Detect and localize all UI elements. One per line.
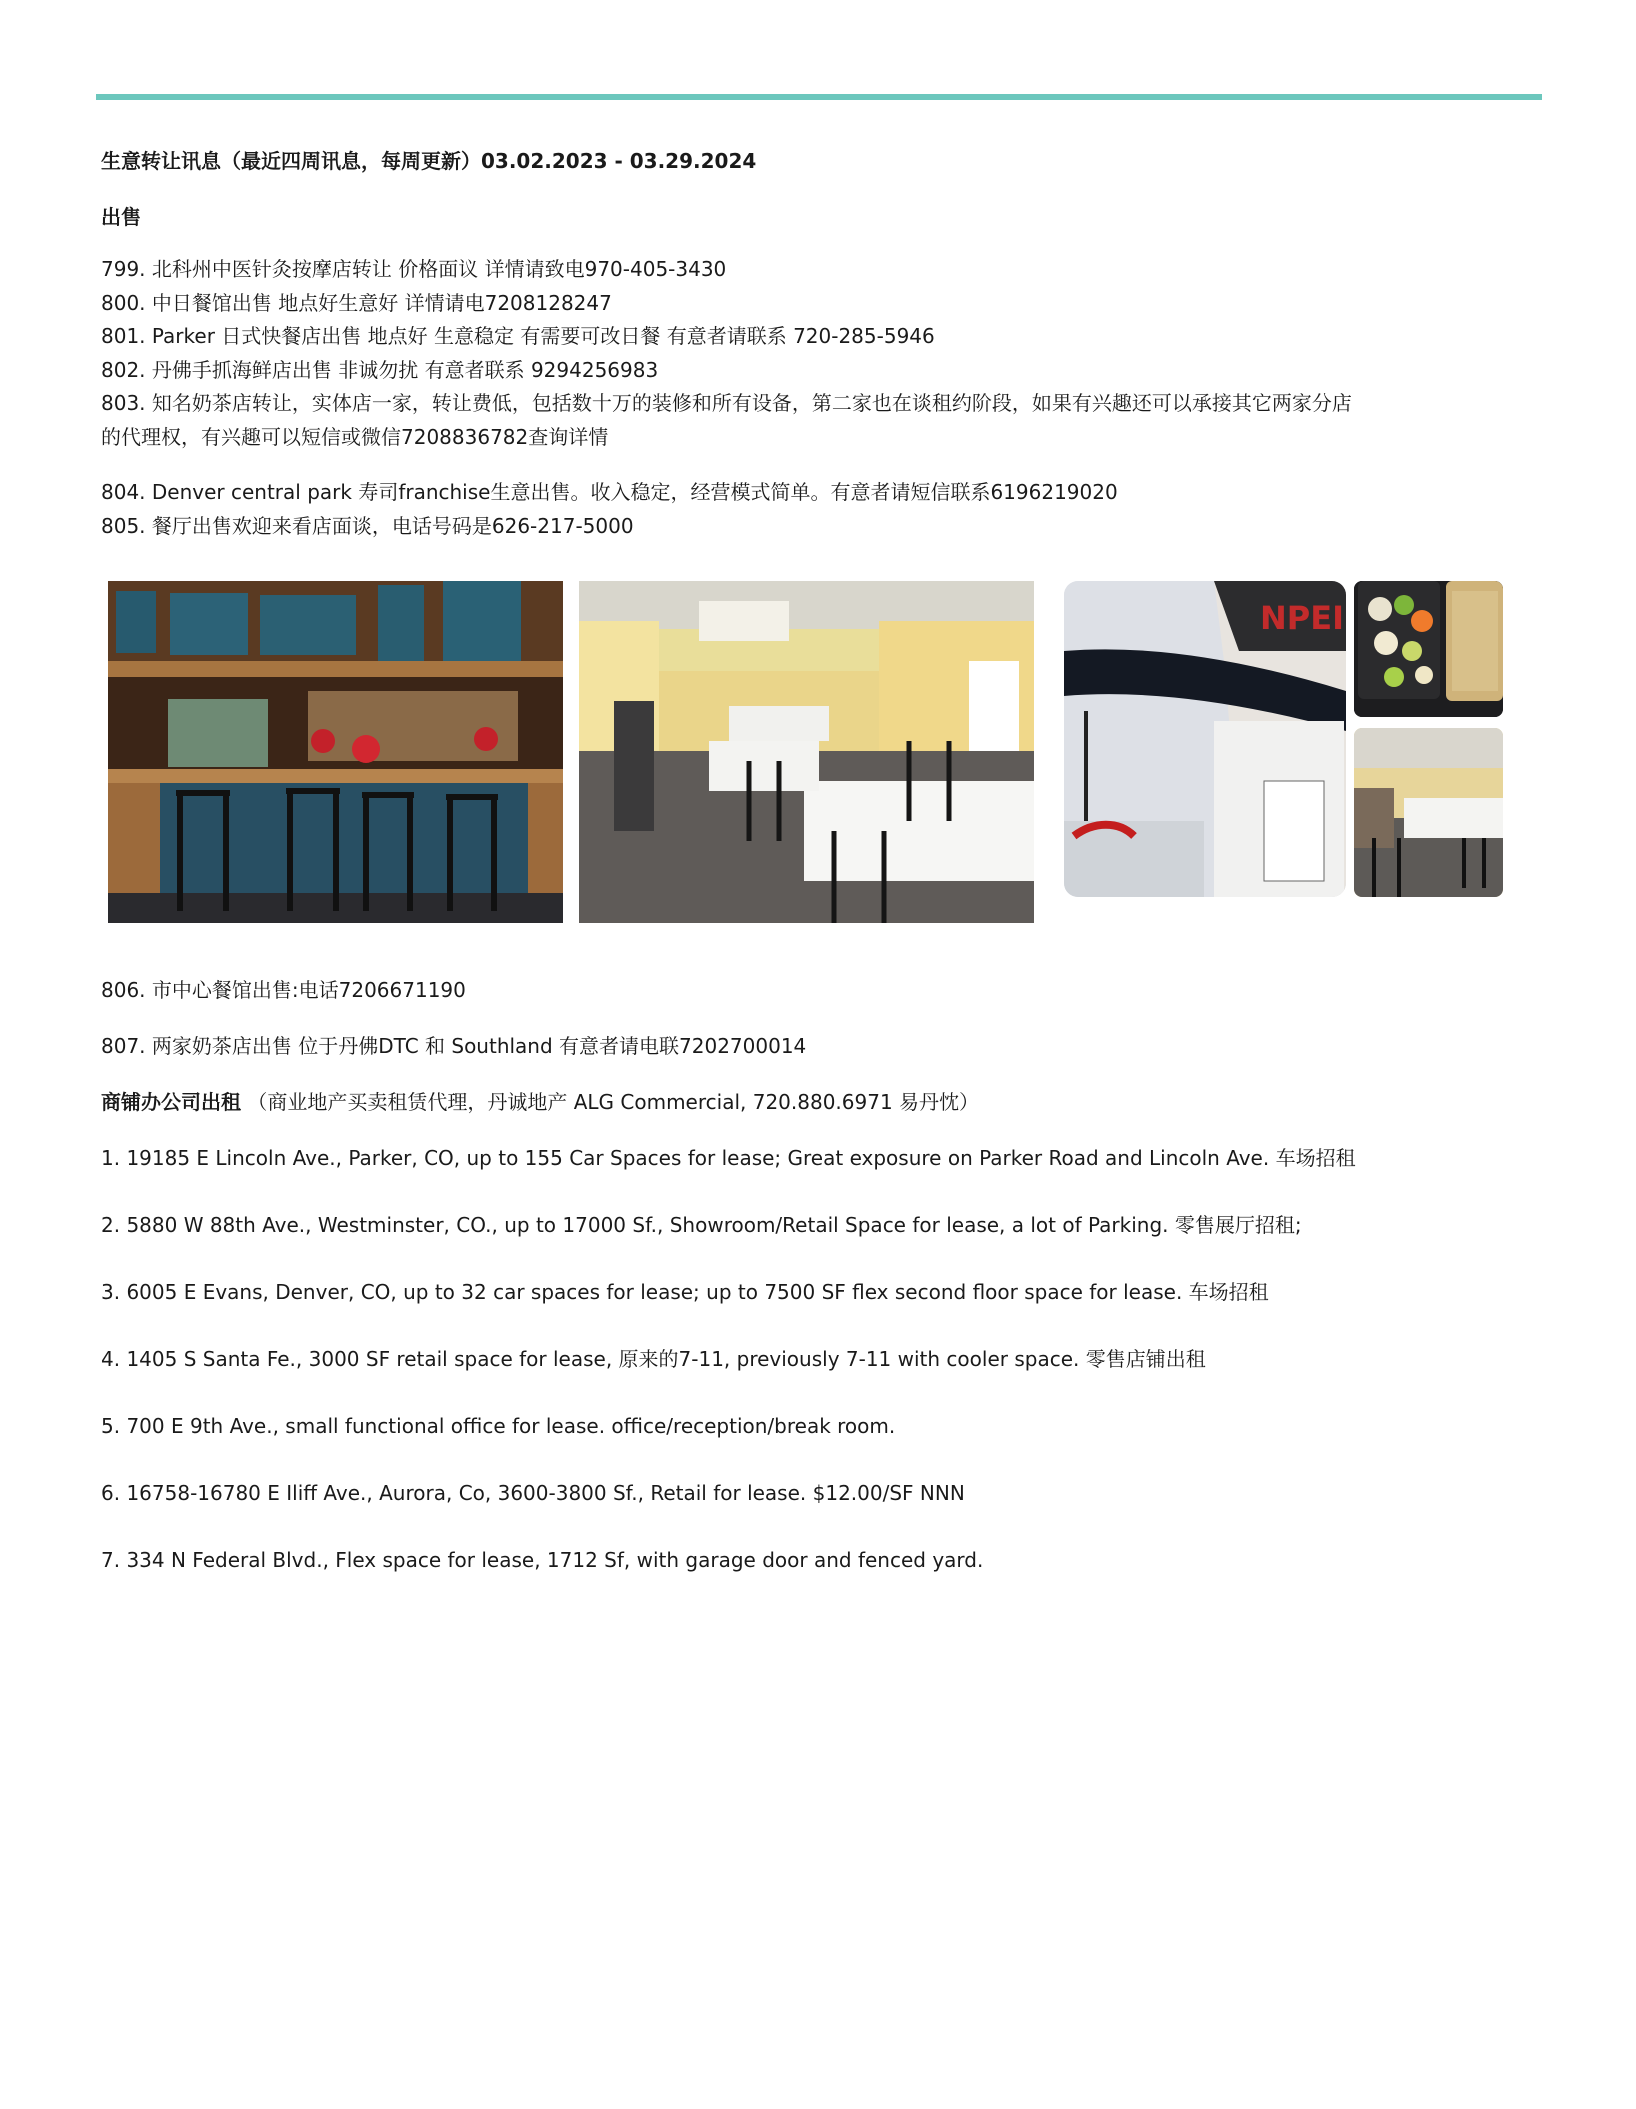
page-title: 生意转让讯息（最近四周讯息，每周更新）03.02.2023 - 03.29.2024 (101, 149, 757, 173)
listing-807: 807. 两家奶茶店出售 位于丹佛DTC 和 Southland 有意者请电联7202700014 (101, 1034, 807, 1058)
storefront-photo (1064, 581, 1346, 897)
sale-listings-group-b (101, 476, 1521, 543)
listing-804: 804. Denver central park 寿司franchise生意出售。收入稳定，经营模式简单。有意者请短信联系6196219020 (101, 480, 1118, 504)
listing-805: 805. 餐厅出售欢迎来看店面谈，电话号码是626-217-5000 (101, 513, 634, 538)
listing-802: 802. 丹佛手抓海鲜店出售 非诚勿扰 有意者联系 9294256983 (101, 357, 659, 382)
page-content (101, 146, 1521, 1575)
sale-listings-group-c (101, 975, 1521, 1061)
dining-room-photo (579, 581, 1034, 923)
listing-803-continued: 的代理权，有兴趣可以短信或微信7208836782查询详情 (101, 424, 609, 449)
lease-listings (101, 1143, 1521, 1575)
lease-listing-4: 4. 1405 S Santa Fe., 3000 SF retail space for lease, 原来的7-11, previously 7-11 with cooler space. 零售店铺出租 (101, 1347, 1206, 1371)
listing-799: 799. 北科州中医针灸按摩店转让 价格面议 详情请致电970-405-3430 (101, 257, 727, 281)
sale-heading: 出售 (101, 205, 141, 229)
storefront-sign: NPEI (1260, 599, 1344, 637)
lease-listing-3: 3. 6005 E Evans, Denver, CO, up to 32 car spaces for lease; up to 7500 SF flex second floor space for lease. 车场招租 (101, 1280, 1269, 1304)
listing-801: 801. Parker 日式快餐店出售 地点好 生意稳定 有需要可改日餐 有意者请联系 720-285-5946 (101, 324, 935, 348)
lease-listing-5: 5. 700 E 9th Ave., small functional office for lease. office/reception/break room. (101, 1414, 896, 1438)
lease-listing-7: 7. 334 N Federal Blvd., Flex space for lease, 1712 Sf, with garage door and fenced yard. (101, 1548, 984, 1572)
lease-heading-title: 商铺办公司出租 (101, 1090, 241, 1114)
bar-counter-photo (108, 581, 563, 923)
header-accent-rule (96, 94, 1542, 100)
lease-listing-1: 1. 19185 E Lincoln Ave., Parker, CO, up to 155 Car Spaces for lease; Great exposure on Parker Road and Lincoln Ave. 车场招租 (101, 1146, 1356, 1170)
lease-heading-subtext: （商业地产买卖租赁代理，丹诚地产 ALG Commercial, 720.880.6971 易丹忱） (247, 1090, 980, 1114)
interior-photo (1354, 728, 1503, 897)
listing-803: 803. 知名奶茶店转让，实体店一家，转让费低，包括数十万的装修和所有设备，第二家也在谈租约阶段，如果有兴趣还可以承接其它两家分店 (101, 391, 1352, 415)
lease-listing-2: 2. 5880 W 88th Ave., Westminster, CO., up to 17000 Sf., Showroom/Retail Space for lease, a lot of Parking. 零售展厅招租; (101, 1213, 1302, 1237)
listing-806: 806. 市中心餐馆出售:电话7206671190 (101, 978, 466, 1002)
food-dish-photo (1354, 581, 1503, 717)
lease-heading (101, 1087, 1521, 1117)
restaurant-photos (101, 581, 1521, 923)
lease-listing-6: 6. 16758-16780 E Iliff Ave., Aurora, Co, 3600-3800 Sf., Retail for lease. $12.00/SF NNN (101, 1481, 965, 1505)
sale-listings-group-a (101, 253, 1521, 454)
listing-800: 800. 中日餐馆出售 地点好生意好 详情请电7208128247 (101, 290, 612, 315)
